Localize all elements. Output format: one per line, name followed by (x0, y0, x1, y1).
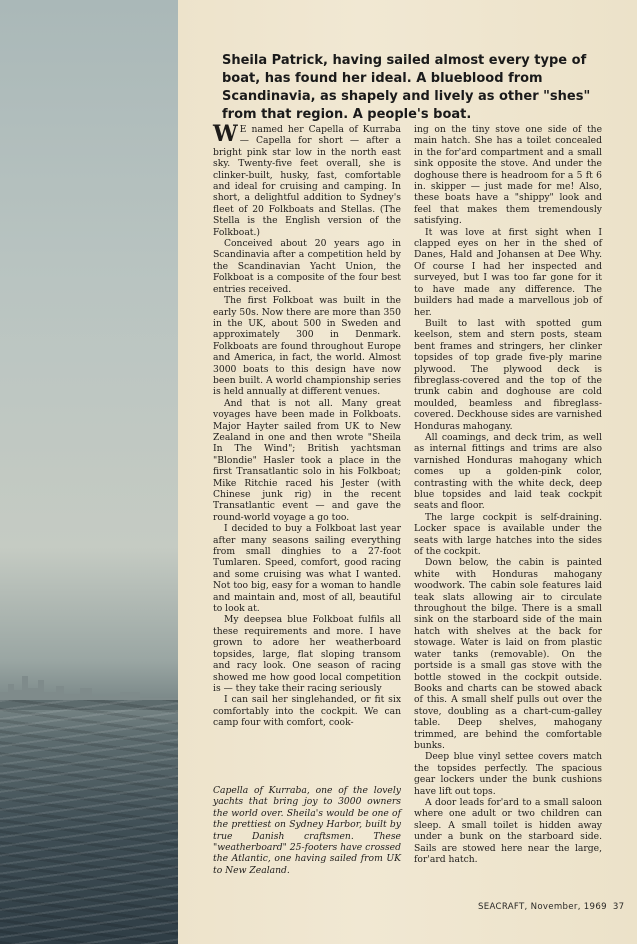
article-paragraph: My deepsea blue Folkboat fulfils all these requirements and more. I have grown to adore her weatherboard topsides, large, flat sloping transom and racy look. One season of racing showed me how good local competition is — they take their racing seriously (213, 614, 401, 694)
article-headline: Sheila Patrick, having sailed almost every type of boat, has found her ideal. A blueblood from Scandinavia, as shapely and lively as other "shes" from that region. A people's boat. (222, 53, 591, 122)
article-paragraph: Down below, the cabin is painted white with Honduras mahogany woodwork. The cabin sole features laid teak slats allowing air to circulate throughout the bilge. There is a small sink on the starboard side of the main hatch with shelves at the back for stowage. Water is laid on from plastic water tanks (removable). On the portside is a small gas stove with the bottle stowed in the cockpit outside. Books and charts can be stowed aback of this. A small shelf pulls out over the stove, doubling as a chart-cum-galley table. Deep shelves, mahogany trimmed, are behind the comfortable bunks. (414, 557, 602, 751)
photo-caption: Capella of Kurraba, one of the lovely yachts that bring joy to 3000 owners the world over. Sheila's would be one of the prettiest on Sydney Harbor, built by true Danish craftsmen. These "weatherboard" 25-footers have crossed the Atlantic, one having sailed from UK to New Zealand. (213, 785, 401, 876)
harbor-photo (0, 0, 178, 944)
article-paragraph: Built to last with spotted gum keelson, stem and stern posts, steam bent frames and stringers, her clinker topsides of top grade five-ply marine plywood. The plywood deck is fibreglass-covered and the top of the trunk cabin and doghouse are cold moulded, beamless and fibreglass-covered. Deckhouse sides are varnished Honduras mahogany. (414, 317, 602, 432)
water-texture (0, 700, 178, 944)
article-paragraph: The first Folkboat was built in the early 50s. Now there are more than 350 in the UK, about 500 in Sweden and approximately 300 in Denmark. Folkboats are found throughout Europe and America, in fact, the world. Almost 3000 boats to this design have now been built. A world championship series is held annually at different venues. (213, 295, 401, 398)
article-paragraph: ing on the tiny stove one side of the main hatch. She has a toilet concealed in the for'ard compartment and a small sink opposite the stove. And under the doghouse there is headroom for a 5 ft 6 in. skipper — just made for me! Also, these boats have a "shippy" look and feel that makes them tremendously satisfying. (414, 124, 602, 227)
article-paragraph: The large cockpit is self-draining. Locker space is available under the seats with large hatches into the sides of the cockpit. (414, 511, 602, 558)
article-paragraph: Deep blue vinyl settee covers match the topsides perfectly. The spacious gear lockers under the bunk cushions have lift out tops. (414, 751, 602, 797)
article-paragraph: All coamings, and deck trim, as well as internal fittings and trims are also varnished Honduras mahogany which comes up a golden-pink color, contrasting with the white deck, deep blue topsides and laid teak cockpit seats and floor. (414, 431, 602, 512)
publication-line: SEACRAFT, November, 1969 (478, 902, 607, 912)
page-footer (478, 902, 628, 912)
article-paragraph: I can sail her singlehanded, or fit six comfortably into the cockpit. We can camp four with comfort, cook- (213, 694, 401, 729)
article-paragraph: Conceived about 20 years ago in Scandinavia after a competition held by the Scandinavian Yacht Union, the Folkboat is a composite of the four best entries received. (213, 238, 401, 295)
article-paragraph: I decided to buy a Folkboat last year after many seasons sailing everything from small dinghies to a 27-foot Tumlaren. Speed, comfort, good racing and some cruising was what I wanted. Not too big, easy for a woman to handle and maintain and, most of all, beautiful to look at. (213, 523, 401, 615)
article-paragraph: W E named her Capella of Kurraba — Capella for short — after a bright pink star low in the north east sky. Twenty-five feet overall, she is clinker-built, husky, fast, comfortable and ideal for cruising and camping. In short, a delightful addition to Sydney's fleet of 20 Folkboats and Stellas. (The Stella is the English version of the Folkboat.) (213, 121, 401, 238)
page-number: 37 (612, 902, 625, 912)
drop-cap: W (213, 121, 238, 147)
article-paragraph: And that is not all. Many great voyages have been made in Folkboats. Major Hayter sailed from UK to New Zealand in one and then wrote "Sheila In The Wind"; British yachtsman "Blondie" Hasler took a place in the first Transatlantic solo in his Folkboat; Mike Ritchie raced his Jester (with Chinese junk rig) in the recent Transatlantic event — and gave the round-world voyage a go too. (213, 397, 401, 523)
article-paragraph: A door leads for'ard to a small saloon where one adult or two children can sleep. A small toilet is hidden away under a bunk on the starboard side. Sails are stowed here near the large, for'ard hatch. (414, 796, 602, 865)
article-column-left (213, 121, 401, 729)
article-paragraph: It was love at first sight when I clapped eyes on her in the shed of Danes, Hald and Johansen at Dee Why. Of course I had her inspected and surveyed, but I was too far gone for it to have made any difference. The builders had made a marvellous job of her. (414, 226, 602, 318)
article-column-right (414, 124, 602, 865)
